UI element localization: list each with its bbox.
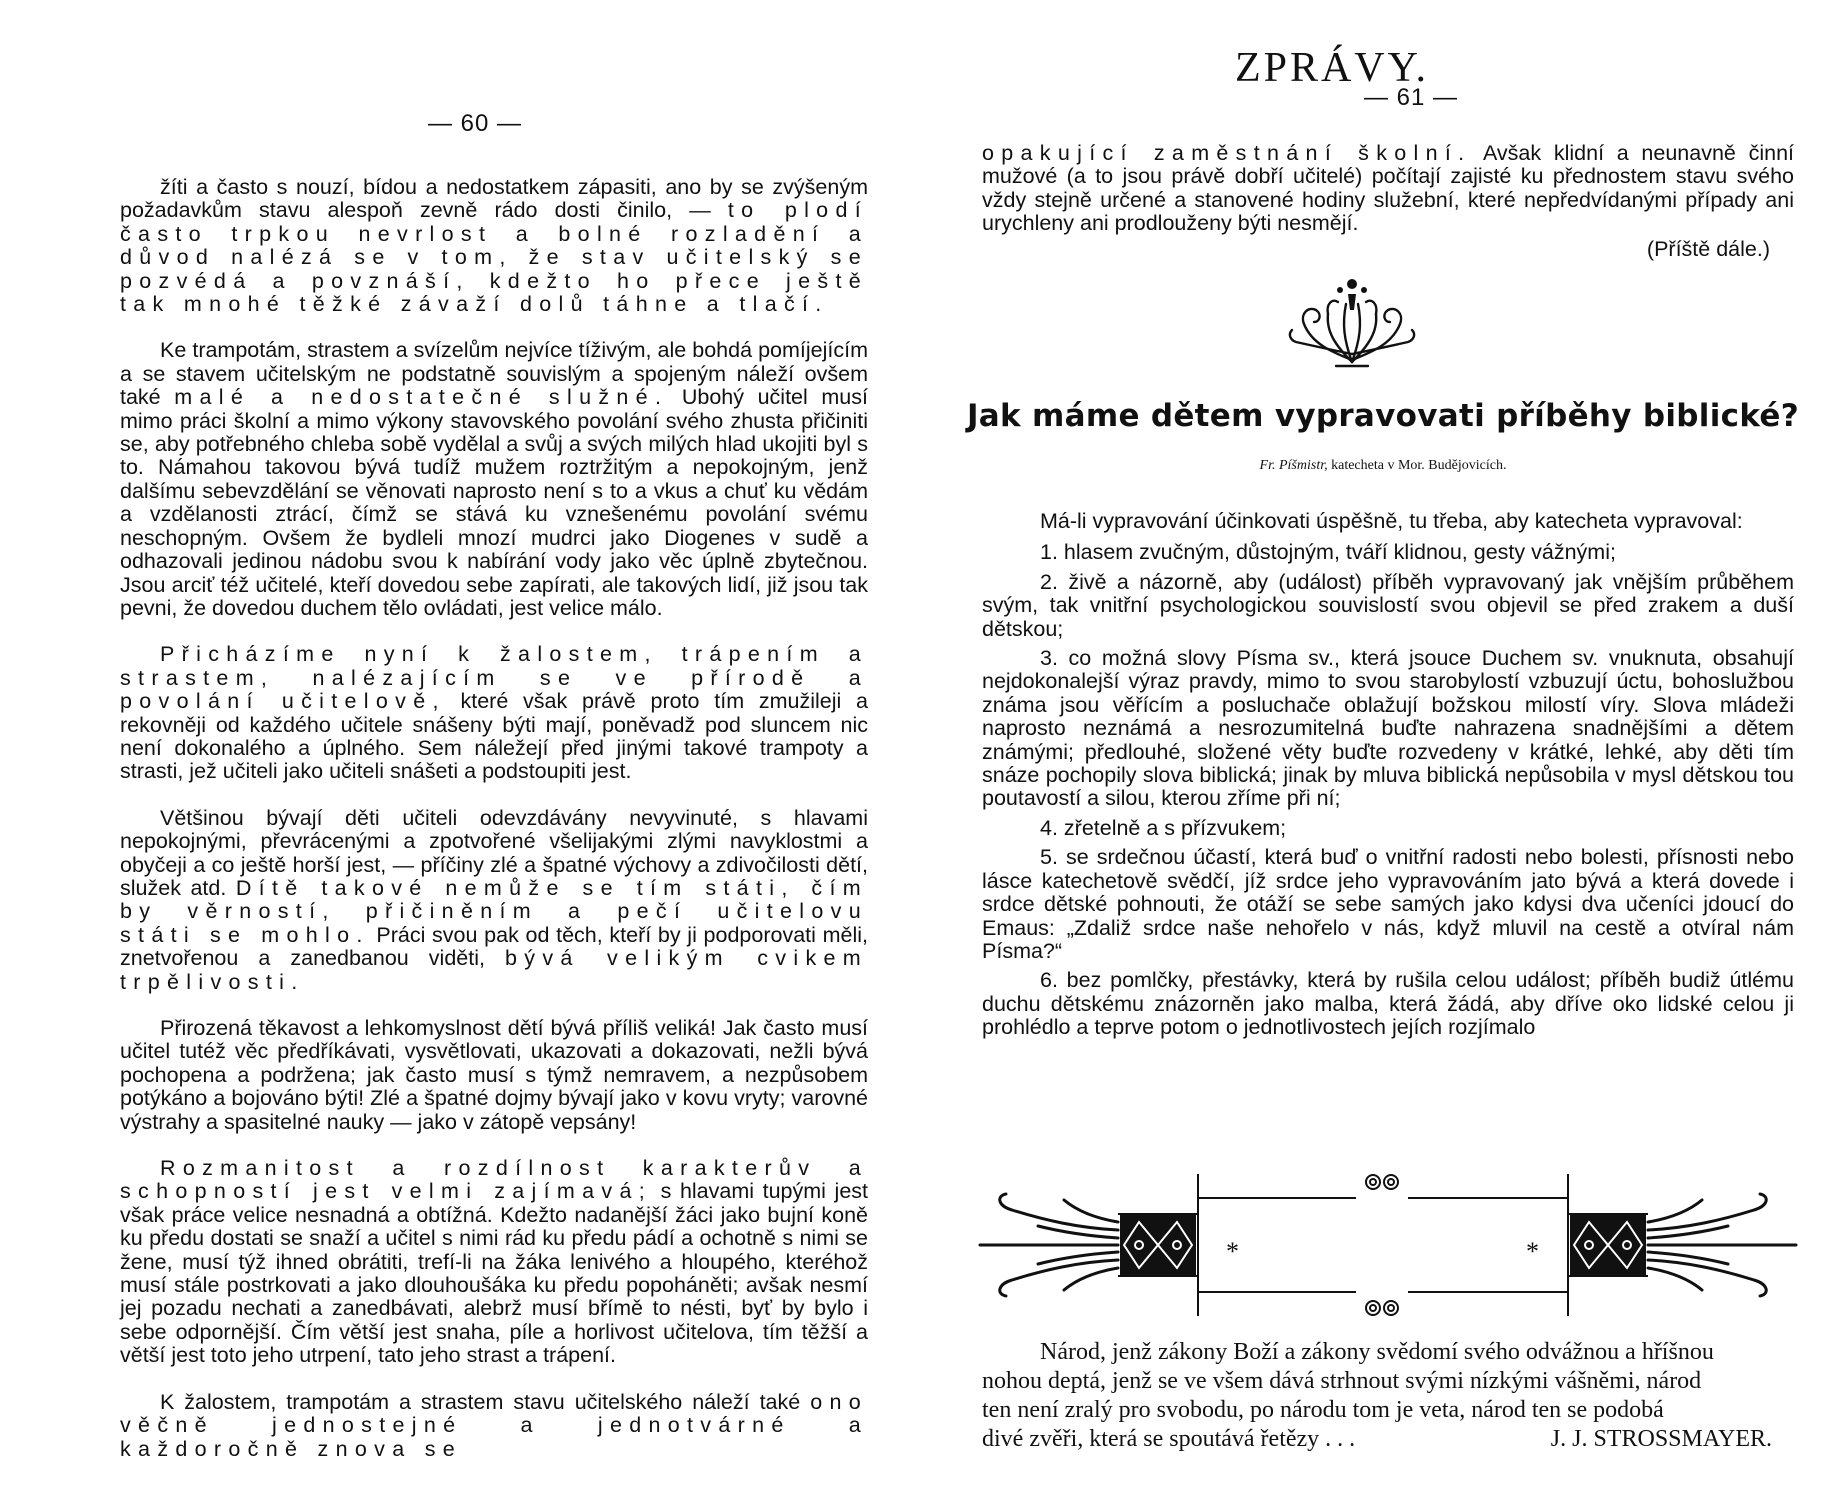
quote-line: nohou deptá, jenž se ve všem dává strhnout svými nízkými vášněmi, národ [982,1368,1702,1394]
byline-affiliation: katecheta v Mor. Budějovicích. [1327,458,1507,473]
emphasized-text: Přicházíme nyní k žalostem, trápením a strastem, nalézajícím se ve přírodě a povolání učitelově, [120,642,868,714]
byline-author: Fr. Píšmistr, [1259,458,1328,473]
article-point: 6. bez pomlčky, přestávky, která by rušila celou událost; příběh budiž útlému duchu dětskému znázorněn jako malba, která žádá, aby dříve oko lidské celou ji prohlédlo a teprve potom o jednotlivostech jejích rozjímalo [982,968,1794,1040]
paragraph [120,807,868,994]
left-page-text [120,176,868,1484]
emphasized-text: to plodí často trpkou nevrlost a bolné rozladění a důvod nalézá se v tom, že stav učitelský se pozvédá a povznáší, kdežto ho přece ještě tak mnohé těžké závaží dolů táhne a tlačí. [120,198,868,317]
emphasized-text: opakující zaměstnání školní. [982,141,1472,165]
text-run: Ke trampotám, strastem a svízelům nejvíce tíživým, ale bohdá pomíjejícím a se stavem učitelským ne podstatně souvislým a spojeným náleží ovšem také [120,338,868,410]
emphasized-text: Rozmanitost a rozdílnost karakterův a schopností jest velmi zajímavá; [120,1156,868,1204]
quote-line: Národ, jenž zákony Boží a zákony svědomí svého odvážnou a hříšnou [1040,1339,1714,1365]
page-number: — 60 — [428,110,523,137]
article-point: 5. se srdečnou účastí, která buď o vnitřní radosti nebo bolesti, přísnosti nebo lásce katechetově svědčí, jíž srdce jeho vypravováním jato bývá a která dovede i srdce dětské pohnouti, že otáží se sebe samých jako kdysi dva učeníci jdoucí do Emaus: „Zdaliž srdce naše nehořelo v nás, když mluvil na cestě a otvíral nám Písma?“ [982,845,1794,963]
text-run: žíti a často s nouzí, bídou a nedostatkem zápasiti, ano by se zvýšeným požadavkům stavu alespoň zevně rádo dosti činilo, — [120,175,868,223]
article-point: 2. živě a názorně, aby (událost) příběh vypravovaný jak vnějším průběhem svým, tak vnitřní psychologickou souvislostí svou objevil se před zrakem a duší dětskou; [982,569,1794,641]
paragraph [120,1391,868,1461]
quote [982,1338,1794,1454]
emphasized-text: malé a nedostatečné služné. [174,385,669,410]
quote-line: ten není zralý pro svobodu, po národu tom je veta, národ ten se podobá [982,1397,1664,1423]
article-title: Jak máme dětem vypravovati příběhy biblické? [966,398,1800,434]
emphasized-text: Dítě takové nemůže se tím státi, čím by věrností, přičiněním a pečí učitelovu státi se mohlo. [120,875,868,947]
to-be-continued-note: (Příště dále.) [1646,236,1770,261]
right-page [922,0,1844,1500]
star-right: * [1526,1237,1539,1266]
text-run: Ubohý učitel musí mimo práci školní a mimo výkony stavovského povolání svého zhusta přičiniti se, aby potřebného chleba sobě vydělal a svůj a svých milých hlad ukojiti byl s to. Námahou takovou bývá tudíž mužem roztržitým a nepokojným, jenž dalšímu sebevzdělání se věnovati naprosto není s to a vkus a chuť ku vědám a vzdělanosti ztrácí, čímž se stává ku vznešenému povolání svému neschopným. Ovšem že bydleli mnozí mudrci jako Diogenes v sudě a odhazovali jedinou nádobu svou k nabírání vody jako věc úplně zbytečnou. Jsou arciť též učitelé, kteří dovedou sebe zapírati, ale takových lidí, již jsou tak pevni, že dovedou duchem tělo ovládati, jest velice málo. [120,385,868,620]
paragraph [120,1157,868,1368]
page-number: — 61 — [1364,84,1459,111]
continuation-paragraph [982,142,1794,236]
article-points [982,541,1794,1039]
news-banner [978,1170,1798,1320]
text-run: s hlavami tupými jest však práce velice nesnadná a obtížná. Kdežto nadanější žáci jako bujní koně ku předu dostati se snaží a učitel s nimi rád ku předu pádí a ochotně s nimi se žene, musí týž ihned obrátiti, trefí-li na žáka lenivého a hloupého, kteréhož musí stále postrkovati a jako dlouhoušáka ku předu popoháněti; avšak nesmí jej pozadu nechati a zanedbávati, alebrž musí břímě to nésti, byť by bylo i sebe odpornější. Čím větší jest snaha, píle a horlivost učitelova, tím těžší a větší jest toto jeho utrpení, tato jeho strast a trápení. [120,1179,868,1368]
text-run: které však právě proto tím zmužileji a rekovněji od každého učitele snášeny býti mají, poněvadž pod sluncem nic není dokonalého a úplného. Sem náležejí před jinými takové trampoty a strasti, jež učiteli jako učiteli snášeti a podstoupiti jest. [120,689,868,784]
article-point: 1. hlasem zvučným, důstojným, tváří klidnou, gesty vážnými; [1040,540,1616,565]
star-left: * [1226,1237,1239,1266]
continued-article-text [982,142,1794,261]
article-point: 3. co možná slovy Písma sv., která jsouce Duchem sv. vnuknuta, obsahují nejdokonalejší výraz pravdy, mimo to svou starobylostí vzbuzují úctu, bohoslužbou známa jsou věřícím a posluchače oblažují božskou milostí víry. Slova mládeži naprosto neznámá a nesrozumitelná buďte nahrazena snadnějšími a dětem známými; předlouhé, složené věty buďte rozvedeny v krátké, lehké, aby děti tím snáze pochopily slova biblická; jinak by mluva biblická nepůsobila v mysl dětskou tou poutavostí a silou, kterou zříme při ní; [982,646,1794,811]
quote-line: divé zvěři, která se spoutává řetězy . . . [982,1426,1356,1452]
text-run: Většinou bývají děti učiteli odevzdávány nevyvinuté, s hlavami nepokojnými, převrácenými a zpotvořené všelijakými zlými navyklostmi a obyčeji a co ještě horší jest, — příčiny zlé a špatné výchovy a zdivočilosti dětí, služek atd. [120,805,868,900]
text-run: K žalostem, trampotám a strastem stavu učitelského náleží také [160,1389,811,1414]
article-body [982,510,1794,1046]
text-run: Přirozená těkavost a lehkomyslnost dětí bývá příliš veliká! Jak často musí učitel tutéž věc předříkávati, vysvětlovati, ukazovati a dokazovati, nežli bývá pochopena a podržena; jak často musí s týmž nemravem, a nezpůsobem potýkáno a bojováno býti! Zlé a špatné dojmy bývají jako v kovu vryty; varovné výstrahy a spasitelné nauky — jako v zátopě vepsány! [120,1016,868,1134]
quote-author: J. J. STROSSMAYER. [1550,1426,1772,1452]
text-run: Práci svou pak od těch, kteří by ji podporovati měli, znetvořenou a zanedbanou viděti, [120,922,868,971]
paragraph [120,339,868,620]
article-intro: Má-li vypravování účinkovati úspěšně, tu třeba, aby katecheta vypravoval: [1040,509,1743,533]
lattice-panel-right [1570,1214,1646,1276]
article-byline [922,458,1844,474]
scroll-flourish-left [980,1194,1118,1296]
text-run: Avšak klidní a neunavně činní mužové (a to jsou právě dobří učitelé) počítají zajisté ku přednostem stavu svého vždy stejně určené a stanovené hodiny služební, které nepředvídanými případy ani urychleny ani prodlouženy býti nesmějí. [982,141,1795,236]
paragraph [120,643,868,783]
article-point: 4. zřetelně a s přízvukem; [1040,815,1287,840]
lattice-panel-left [1120,1214,1196,1276]
scroll-flourish-right [1648,1194,1796,1296]
paragraph [120,176,868,316]
paragraph [120,1017,868,1134]
emphasized-text: ono věčně jednostejné a jednotvárné a každoročně znova se [120,1389,868,1461]
emphasized-text: bývá velikým cvikem trpělivosti. [120,946,868,994]
double-spiral-ornament-icon [1366,1175,1398,1315]
palmette-ornament-icon [1282,274,1422,374]
section-title: ZPRÁVY. [1234,45,1430,91]
